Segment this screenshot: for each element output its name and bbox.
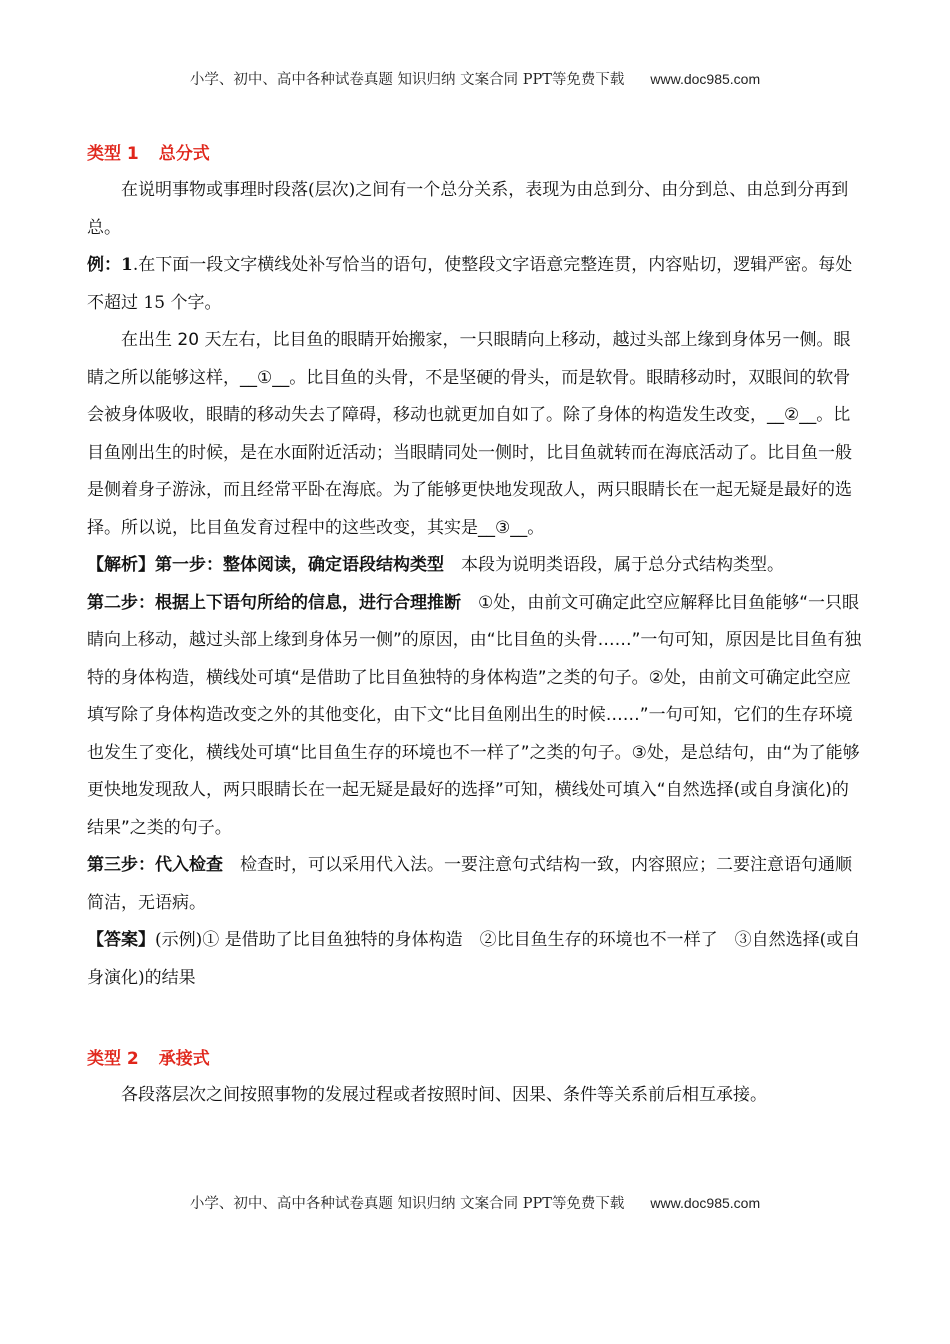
- blank-3: __③__: [478, 517, 528, 538]
- type2-name: 承接式: [158, 1049, 210, 1069]
- example-number: 1: [121, 255, 133, 275]
- example-prefix: 例：: [87, 255, 121, 275]
- passage-part3: 。比目鱼刚出生的时候，是在水面附近活动；当眼睛同处一侧时，比目鱼就转而在海底活动了。比目鱼一般是侧着身子游泳，而且经常平卧在海底。为了能够更快地发现敌人，两只眼睛长在一起无疑是最好的选择。所以说，比目鱼发育过程中的这些改变，其实是: [87, 405, 852, 538]
- analysis-step3-label: 第三步：代入检查: [87, 855, 223, 875]
- analysis-step3: [87, 847, 865, 922]
- type1-description: 在说明事物或事理时段落(层次)之间有一个总分关系，表现为由总到分、由分到总、由总到分再到总。: [87, 180, 849, 238]
- answer-text: (示例)① 是借助了比目鱼独特的身体构造 ②比目鱼生存的环境也不一样了 ③自然选择(或自身演化)的结果: [87, 930, 861, 988]
- example-question-text: .在下面一段文字横线处补写恰当的语句，使整段文字语意完整连贯，内容贴切，逻辑严密。每处不超过 15 个字。: [87, 255, 853, 313]
- passage-part2: 。比目鱼的头骨，不是坚硬的骨头，而是软骨。眼睛移动时，双眼间的软骨会被身体吸收，眼睛的移动失去了障碍，移动也就更加自如了。除了身体的构造发生改变，: [87, 367, 851, 425]
- page-header: [0, 68, 950, 89]
- passage-part1: 在出生 20 天左右，比目鱼的眼睛开始搬家，一只眼睛向上移动，越过头部上缘到身体另一侧。眼睛之所以能够这样，: [87, 330, 851, 388]
- type1-heading: [87, 142, 865, 166]
- example-question: [87, 247, 865, 322]
- analysis-step2-text: ①处，由前文可确定此空应解释比目鱼能够“一只眼睛向上移动，越过头部上缘到身体另一侧”的原因，由“比目鱼的头骨……”一句可知，原因是比目鱼有独特的身体构造，横线处可填“是借助了比目鱼独特的身体构造”之类的句子。②处，由前文可确定此空应填写除了身体构造改变之外的其他变化，由下文“比目鱼刚出生的时候……”一句可知，它们的生存环境也发生了变化，横线处可填“比目鱼生存的环境也不一样了”之类的句子。③处，是总结句，由“为了能够更快地发现敌人，两只眼睛长在一起无疑是最好的选择”可知，横线处可填入“自然选择(或自身演化)的结果”之类的句子。: [87, 592, 862, 838]
- example-passage: [87, 322, 865, 547]
- document-body: [87, 142, 865, 1115]
- passage-part4: 。: [527, 517, 545, 538]
- type2-label: 类型 2: [87, 1049, 139, 1069]
- type2-heading: [87, 1047, 865, 1071]
- analysis-step3-text: 检查时，可以采用代入法。一要注意句式结构一致，内容照应；二要注意语句通顺简洁，无语病。: [87, 855, 852, 913]
- analysis-tag: 【解析】: [87, 555, 155, 575]
- type1-label: 类型 1: [87, 144, 139, 164]
- header-site-link[interactable]: www.doc985.com: [650, 71, 761, 87]
- analysis-step2: [87, 585, 865, 848]
- answer-block: [87, 922, 865, 997]
- analysis-step1-text: 本段为说明类语段，属于总分式结构类型。: [461, 555, 784, 575]
- header-text: 小学、初中、高中各种试卷真题 知识归纳 文案合同 PPT等免费下载: [189, 72, 625, 88]
- blank-2: __②__: [767, 405, 817, 425]
- blank-1: __①__: [240, 367, 290, 388]
- analysis-step2-label: 第二步：根据上下语句所给的信息，进行合理推断: [87, 592, 461, 613]
- answer-tag: 【答案】: [87, 930, 155, 950]
- analysis-step1-label: 第一步：整体阅读，确定语段结构类型: [155, 555, 444, 575]
- type1-name: 总分式: [158, 144, 210, 164]
- analysis-step1: [87, 547, 865, 585]
- footer-text: 小学、初中、高中各种试卷真题 知识归纳 文案合同 PPT等免费下载: [189, 1196, 625, 1212]
- type2-description: 各段落层次之间按照事物的发展过程或者按照时间、因果、条件等关系前后相互承接。: [121, 1085, 767, 1105]
- page-footer: [0, 1192, 950, 1213]
- footer-site-link[interactable]: www.doc985.com: [650, 1195, 761, 1211]
